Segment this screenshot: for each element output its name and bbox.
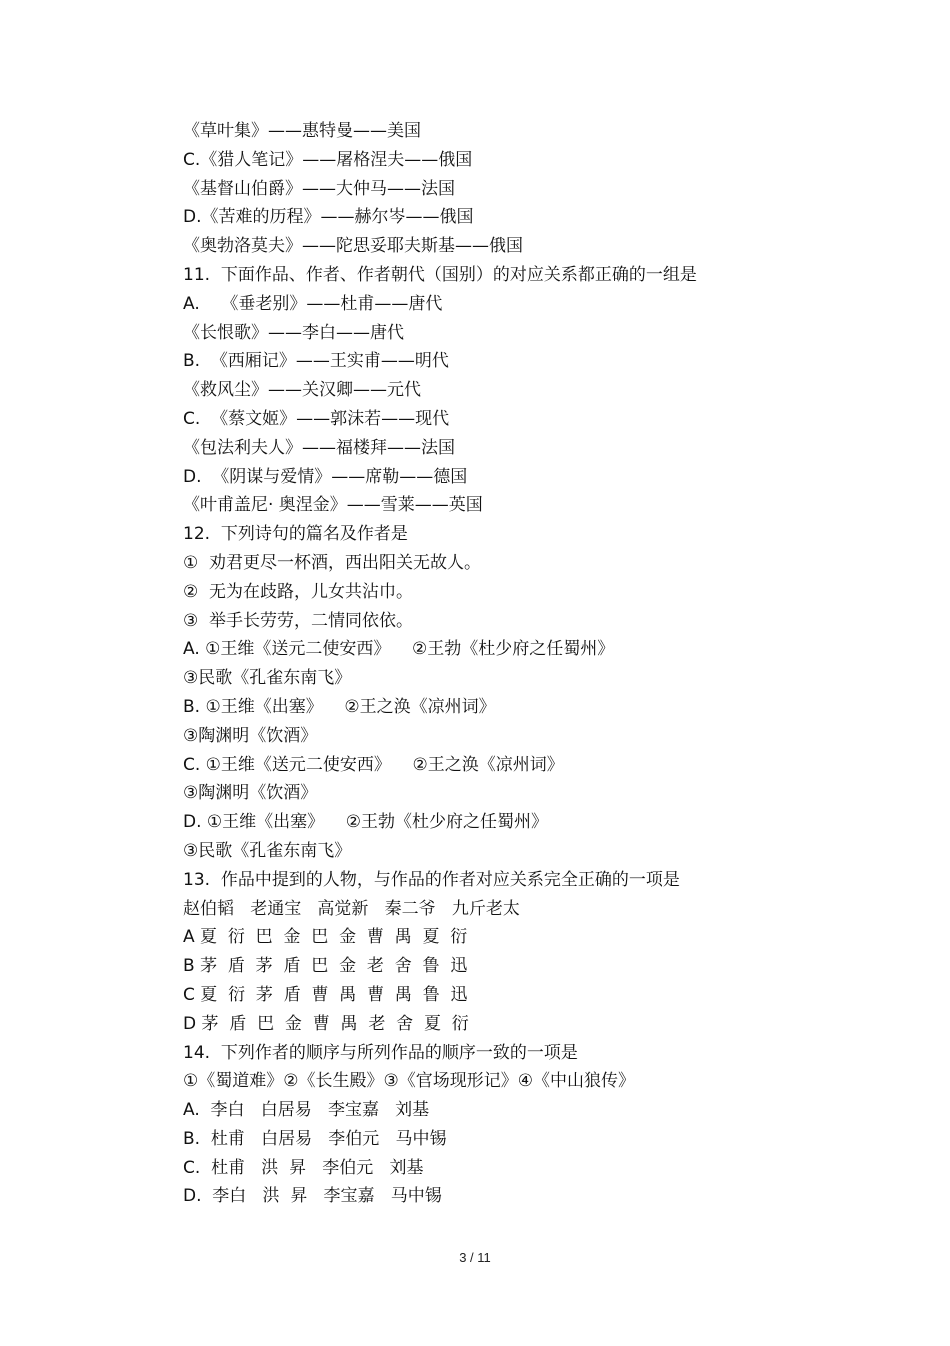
document-body [183,117,823,1211]
text-line: C.《猎人笔记》——屠格涅夫——俄国 [183,149,473,170]
text-line: A. 《垂老别》——杜甫——唐代 [183,293,443,314]
text-line: ③民歌《孔雀东南飞》 [183,668,352,689]
text-line: ①《蜀道难》②《长生殿》③《官场现形记》④《中山狼传》 [183,1071,635,1092]
text-line: ③民歌《孔雀东南飞》 [183,840,352,861]
text-line: C. 杜甫 洪 昇 李伯元 刘基 [183,1157,424,1178]
question-13-title: 13. 作品中提到的人物，与作品的作者对应关系完全正确的一项是 [183,869,680,890]
text-line: ② 无为在歧路，儿女共沾巾。 [183,581,414,602]
text-line: 《长恨歌》——李白——唐代 [183,322,404,343]
text-line: 《奥勃洛莫夫》——陀思妥耶夫斯基——俄国 [183,236,523,257]
text-line: D. ①王维《出塞》 ②王勃《杜少府之任蜀州》 [183,812,548,833]
text-line: D. 李白 洪 昇 李宝嘉 马中锡 [183,1186,442,1207]
text-line: 赵伯韬 老通宝 高觉新 秦二爷 九斤老太 [183,898,520,919]
text-line: A 夏 衍 巴 金 巴 金 曹 禺 夏 衍 [183,927,468,948]
text-line: B. ①王维《出塞》 ②王之涣《凉州词》 [183,696,496,717]
text-line: D. 《阴谋与爱情》——席勒——德国 [183,466,468,487]
text-line: A. ①王维《送元二使安西》 ②王勃《杜少府之任蜀州》 [183,639,615,660]
text-line: C. ①王维《送元二使安西》 ②王之涣《凉州词》 [183,754,564,775]
question-12-title: 12. 下列诗句的篇名及作者是 [183,524,408,545]
question-14-title: 14. 下列作者的顺序与所列作品的顺序一致的一项是 [183,1042,578,1063]
text-line: C. 《蔡文姬》——郭沫若——现代 [183,408,450,429]
text-line: 《救风尘》——关汉卿——元代 [183,380,421,401]
page-number: 3 / 11 [459,1250,491,1265]
text-line: B. 《西厢记》——王实甫——明代 [183,351,449,372]
text-line: B. 杜甫 白居易 李伯元 马中锡 [183,1128,447,1149]
text-line: ① 劝君更尽一杯酒，西出阳关无故人。 [183,552,482,573]
text-line: 《草叶集》——惠特曼——美国 [183,121,421,141]
text-line: 《包法利夫人》——福楼拜——法国 [183,437,455,458]
text-line: ③陶渊明《饮酒》 [183,783,318,804]
text-line: D.《苦难的历程》——赫尔岑——俄国 [183,207,474,228]
text-line: ③ 举手长劳劳，二情同依依。 [183,610,414,631]
text-line: 《基督山伯爵》——大仲马——法国 [183,178,455,199]
text-line: 《叶甫盖尼· 奥涅金》——雪莱——英国 [183,495,483,516]
text-line: A. 李白 白居易 李宝嘉 刘基 [183,1100,430,1121]
text-line: ③陶渊明《饮酒》 [183,725,318,746]
question-11-title: 11. 下面作品、作者、作者朝代（国别）的对应关系都正确的一组是 [183,264,697,285]
text-line: D 茅 盾 巴 金 曹 禺 老 舍 夏 衍 [183,1013,469,1034]
text-line: B 茅 盾 茅 盾 巴 金 老 舍 鲁 迅 [183,956,468,977]
text-line: C 夏 衍 茅 盾 曹 禺 曹 禺 鲁 迅 [183,984,468,1005]
